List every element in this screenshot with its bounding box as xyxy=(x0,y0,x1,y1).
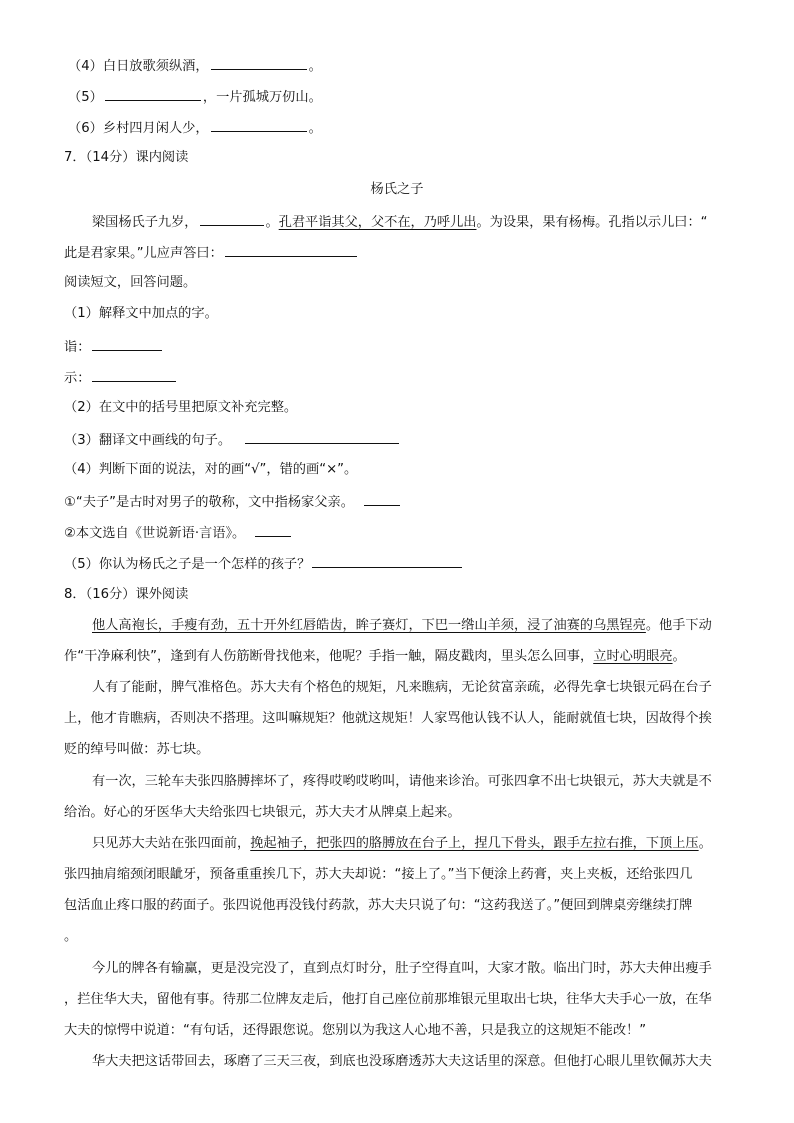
sub-question-1: （1）解释文中加点的字。 xyxy=(64,306,218,321)
instruction: 阅读短文，回答问题。 xyxy=(64,275,197,290)
poem-line-5: （5） ，一片孤城万仞山。 xyxy=(68,86,794,108)
answer-blank[interactable] xyxy=(92,367,176,382)
question-7-heading: 7．（14分）课内阅读 xyxy=(64,150,189,165)
answer-blank[interactable] xyxy=(105,86,201,101)
passage-line: 大夫的惊愕中说道：“有句话，还得跟您说。您别以为我这人心地不善，只是我立的这规矩不能改！” xyxy=(64,1023,647,1038)
question-8-heading: 8．（16分）课外阅读 xyxy=(64,587,189,602)
answer-blank[interactable] xyxy=(364,491,400,506)
judgement-1: ①“夫子”是古时对男子的敬称，文中指杨家父亲。 xyxy=(64,491,794,513)
answer-blank[interactable] xyxy=(245,429,399,444)
sub-question-2: （2）在文中的括号里把原文补充完整。 xyxy=(64,400,298,415)
underlined-sentence: 孔君平诣其父，父不在，乃呼儿出 xyxy=(278,215,477,230)
passage-line: ，拦住华大夫，留他有事。待那二位牌友走后，他打自己座位前那堆银元里取出七块，往华大夫手心一放，在华 xyxy=(64,992,712,1007)
passage-line: 上，他才肯瞧病，否则决不搭理。这叫嘛规矩？他就这规矩！人家骂他认钱不认人，能耐就值七块，因故得个挨 xyxy=(64,711,712,726)
sub-question-5: （5）你认为杨氏之子是一个怎样的孩子？ xyxy=(64,553,794,575)
passage-line: 贬的绰号叫做：苏七块。 xyxy=(64,742,210,757)
passage-line: 包活血止疼口服的药面子。张四说他再没钱付药款，苏大夫只说了句：“这药我送了。”便回到牌桌旁继续打牌 xyxy=(64,898,693,913)
sub-question-3: （3）翻译文中画线的句子。 xyxy=(64,429,794,451)
passage-line: 人有了能耐，脾气准格色。苏大夫有个格色的规矩，凡来瞧病，无论贫富亲疏，必得先拿七块银元码在台子 xyxy=(92,680,712,695)
passage-line: 张四抽肩缩颈闭眼龇牙，预备重重挨几下，苏大夫却说：“接上了。”当下便涂上药膏，夹上夹板，还给张四几 xyxy=(64,867,693,882)
underlined-sentence: 他人高袍长，手瘦有劲，五十开外红唇皓齿，眸子赛灯，下巴一绺山羊须，浸了油赛的乌黑锃亮 xyxy=(92,618,646,633)
answer-blank[interactable] xyxy=(211,55,307,70)
passage-line: 梁国杨氏子九岁， 。孔君平诣其父，父不在，乃呼儿出。为设果，果有杨梅。孔指以示儿曰：“ xyxy=(92,211,794,233)
answer-blank[interactable] xyxy=(255,522,291,537)
answer-blank[interactable] xyxy=(200,211,264,226)
passage-line: 给治。好心的牙医华大夫给张四七块银元，苏大夫才从牌桌上起来。 xyxy=(64,805,461,820)
poem-line-4-text: （4）白日放歌须纵酒， xyxy=(68,59,209,74)
passage-line: 他人高袍长，手瘦有劲，五十开外红唇皓齿，眸子赛灯，下巴一绺山羊须，浸了油赛的乌黑锃亮。他手下动 xyxy=(92,618,712,633)
judgement-2: ②本文选自《世说新语·言语》。 xyxy=(64,522,794,544)
passage-line: 作“干净麻利快”，逢到有人伤筋断骨找他来，他呢？手指一触，隔皮戳肉，里头怎么回事，立时心明眼亮。 xyxy=(64,649,686,664)
passage-line: 此是君家果。”儿应声答曰： xyxy=(64,242,794,264)
passage-line: 。 xyxy=(64,929,78,944)
poem-line-4: （4）白日放歌须纵酒， 。 xyxy=(68,55,794,77)
passage-title: 杨氏之子 xyxy=(370,182,424,197)
underlined-phrase: 立时心明眼亮 xyxy=(593,649,673,664)
passage-line: 有一次，三轮车夫张四胳膊摔坏了，疼得哎哟哎哟叫，请他来诊治。可张四拿不出七块银元，苏大夫就是不 xyxy=(92,774,712,789)
answer-blank[interactable] xyxy=(92,336,162,351)
passage-line: 今儿的牌各有输赢，更是没完没了，直到点灯时分，肚子空得直叫，大家才散。临出门时，苏大夫伸出瘦手 xyxy=(92,961,712,976)
underlined-sentence: 挽起袖子，把张四的胳膊放在台子上，捏几下骨头，跟手左拉右推，下顶上压 xyxy=(250,836,699,851)
answer-blank[interactable] xyxy=(312,553,462,568)
poem-line-6: （6）乡村四月闲人少， 。 xyxy=(68,117,794,139)
answer-blank[interactable] xyxy=(225,242,357,257)
passage-line: 华大夫把这话带回去，琢磨了三天三夜，到底也没琢磨透苏大夫这话里的深意。但他打心眼儿里钦佩苏大夫 xyxy=(92,1054,712,1069)
answer-blank[interactable] xyxy=(211,117,307,132)
passage-line: 只见苏大夫站在张四面前，挽起袖子，把张四的胳膊放在台子上，捏几下骨头，跟手左拉右推，下顶上压。 xyxy=(92,836,712,851)
definition-shi: 示： xyxy=(64,367,794,389)
sub-question-4: （4）判断下面的说法，对的画“√”，错的画“×”。 xyxy=(64,462,358,477)
definition-yi: 诣： xyxy=(64,336,794,358)
